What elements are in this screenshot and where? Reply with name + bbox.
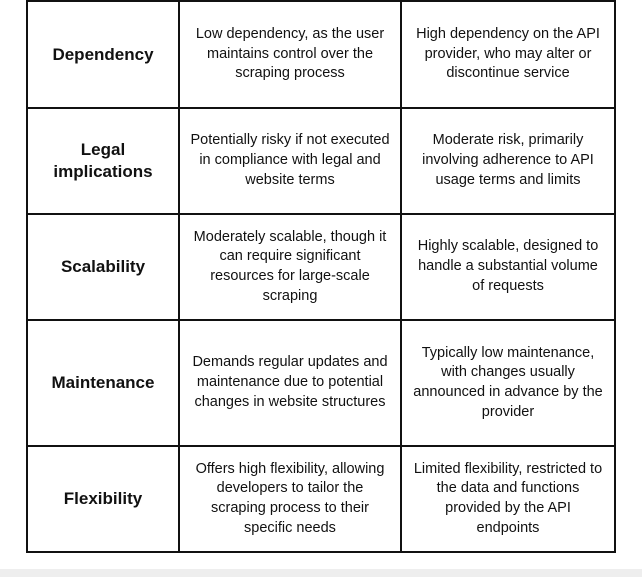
criterion-cell: Maintenance — [27, 320, 179, 446]
api-cell: Limited flexibility, restricted to the data and functions provided by the API endpoints — [401, 446, 615, 552]
comparison-table — [26, 0, 616, 553]
criterion-cell: Dependency — [27, 1, 179, 108]
criterion-cell: Flexibility — [27, 446, 179, 552]
api-cell: Typically low maintenance, with changes usually announced in advance by the provider — [401, 320, 615, 446]
api-cell: Highly scalable, designed to handle a substantial volume of requests — [401, 214, 615, 320]
criterion-cell: Scalability — [27, 214, 179, 320]
web-scraping-cell: Low dependency, as the user maintains control over the scraping process — [179, 1, 401, 108]
table-row — [27, 108, 615, 214]
web-scraping-cell: Demands regular updates and maintenance due to potential changes in website structures — [179, 320, 401, 446]
web-scraping-cell: Offers high flexibility, allowing developers to tailor the scraping process to their specific needs — [179, 446, 401, 552]
api-cell: High dependency on the API provider, who may alter or discontinue service — [401, 1, 615, 108]
table-row — [27, 446, 615, 552]
table-row — [27, 320, 615, 446]
bottom-divider — [0, 569, 642, 577]
api-cell: Moderate risk, primarily involving adherence to API usage terms and limits — [401, 108, 615, 214]
table-row — [27, 1, 615, 108]
web-scraping-cell: Potentially risky if not executed in compliance with legal and website terms — [179, 108, 401, 214]
criterion-cell: Legal implications — [27, 108, 179, 214]
table-row — [27, 214, 615, 320]
web-scraping-cell: Moderately scalable, though it can require significant resources for large-scale scraping — [179, 214, 401, 320]
